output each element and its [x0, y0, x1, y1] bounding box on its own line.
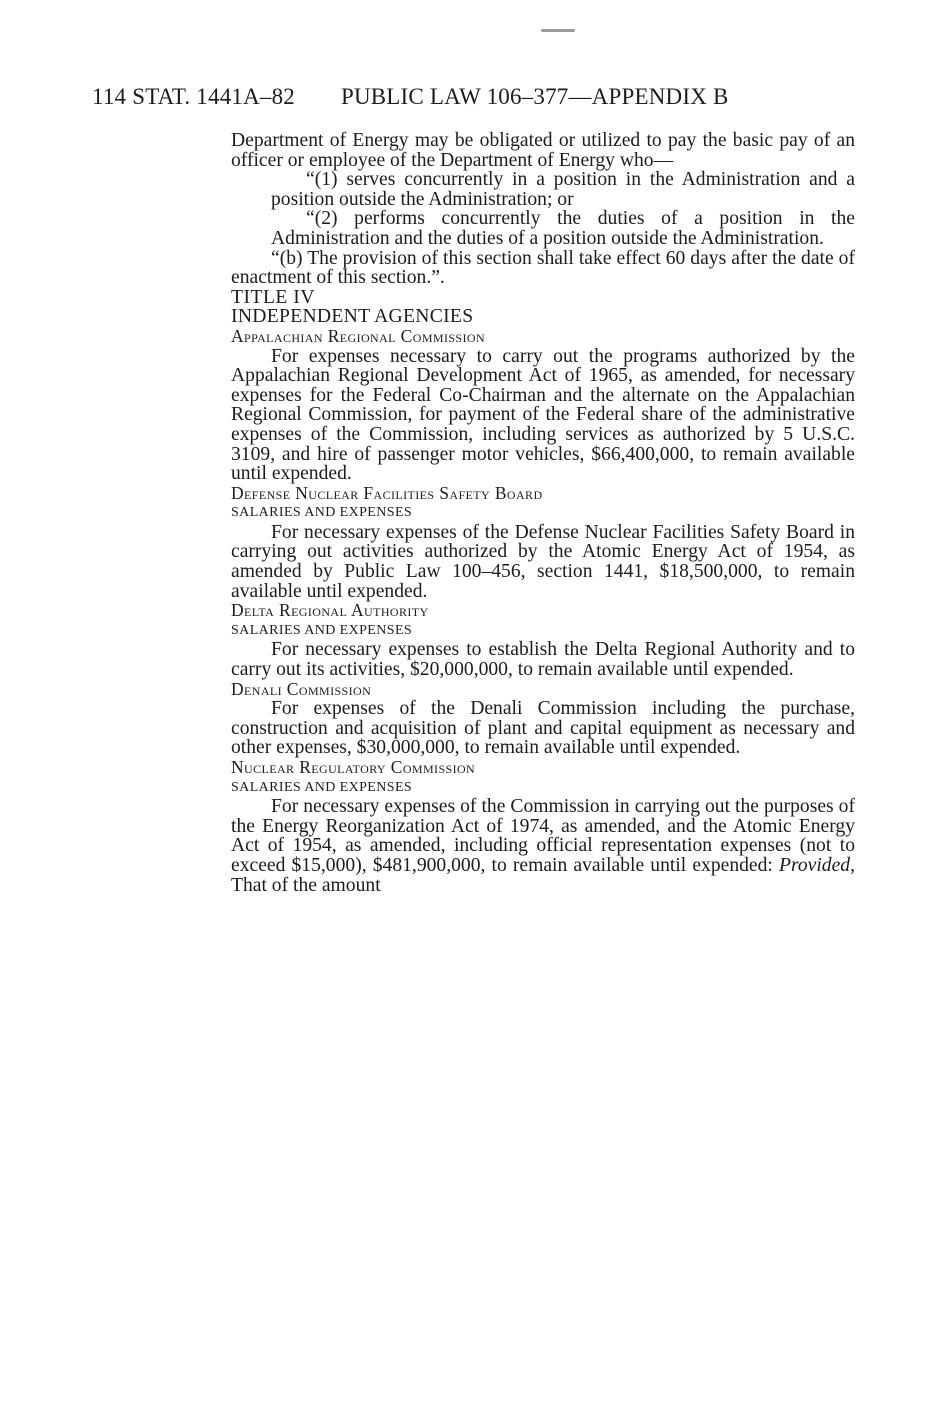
nrc-text-before: For necessary expenses of the Commission in carrying out the purposes of the Energy Reorganization Act of 1974, as amended, and the Atomic Energy Act of 1954, as amended, including official representation expenses (not to exceed $15,000), $481,900,000, to remain available until expended: — [231, 796, 855, 876]
law-title: PUBLIC LAW 106–377—APPENDIX B — [340, 84, 729, 109]
arc-text: For expenses necessary to carry out the programs authorized by the Appalachian Regional Development Act of 1965, as amended, for necessary expenses for the Federal Co-Chairman and the alternate on the Appalachian Regional Commission, for payment of the Federal share of the administrative expenses of the Commission, including services as authorized by 5 U.S.C. 3109, and hire of passenger motor vehicles, $66,400,000, to remain available until expended. — [231, 345, 855, 485]
intro-paragraph: Department of Energy may be obligated or utilized to pay the basic pay of an officer or employee of the Department of Energy who— — [231, 130, 855, 171]
stat-citation: 114 STAT. 1441A–82 — [92, 84, 296, 109]
dra-text: For necessary expenses to establish the Delta Regional Authority and to carry out its activities, $20,000,000, to remain available until expended. — [231, 639, 855, 681]
denali-heading: Denali Commission — [231, 678, 372, 699]
title-name: INDEPENDENT AGENCIES — [231, 306, 474, 328]
arc-heading: Appalachian Regional Commission — [231, 325, 486, 346]
nrc-text-after: , That of the amount — [231, 854, 856, 896]
dnfsb-text: For necessary expenses of the Defense Nuclear Facilities Safety Board in carrying out activities authorized by the Atomic Energy Act of 1954, as amended by Public Law 100–456, section 1441, $18,500,000, to remain available until expended. — [231, 521, 855, 602]
dra-heading: Delta Regional Authority — [231, 600, 429, 621]
dra-subheading: SALARIES AND EXPENSES — [231, 622, 413, 638]
list-item-2: “(2) performs concurrently the duties of a position in the Administration and the duties of a position outside the Administration. — [271, 208, 855, 249]
nrc-heading: Nuclear Regulatory Commission — [231, 757, 476, 777]
denali-text: For expenses of the Denali Commission including the purchase, construction and acquisition of plant and capital equipment as necessary and other expenses, $30,000,000, to remain available until expended. — [231, 698, 855, 759]
nrc-proviso: Provided — [779, 854, 851, 876]
dnfsb-heading: Defense Nuclear Facilities Safety Board — [231, 482, 543, 503]
scan-mark — [541, 29, 575, 32]
paragraph-b: “(b) The provision of this section shall take effect 60 days after the date of enactment of this section.”. — [231, 247, 855, 289]
nrc-subheading: SALARIES AND EXPENSES — [231, 779, 413, 795]
nrc-text — [231, 797, 855, 895]
list-item-1: “(1) serves concurrently in a position in the Administration and a position outside the Administration; or — [271, 169, 855, 210]
running-head — [92, 84, 729, 110]
dnfsb-subheading: SALARIES AND EXPENSES — [231, 505, 413, 521]
body-text — [231, 131, 855, 895]
title-number: TITLE IV — [231, 286, 315, 308]
